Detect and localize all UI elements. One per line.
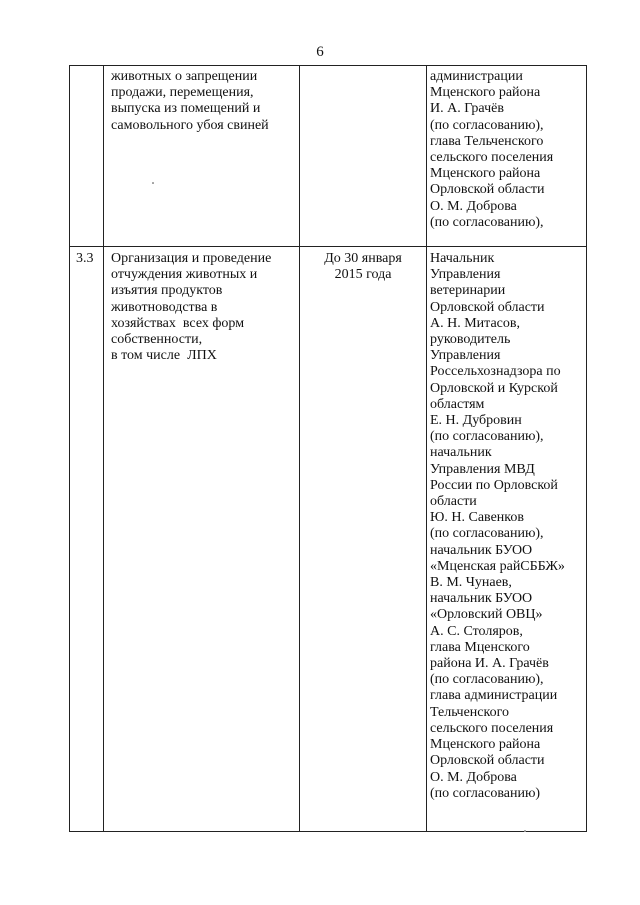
responsible-line: Ю. Н. Савенков	[430, 510, 524, 526]
event-line: отчуждения животных и	[111, 267, 258, 283]
responsible-line: глава администрации	[430, 688, 558, 704]
responsible-line: (по согласованию)	[430, 785, 541, 801]
responsible-line: ветеринарии	[430, 283, 506, 299]
event-line: Организация и проведение	[111, 251, 272, 266]
responsible-line: начальник	[430, 445, 492, 461]
responsible-line: (по согласованию),	[430, 214, 544, 230]
event-line: изъятия продуктов	[111, 283, 223, 299]
responsible-line: района И. А. Грачёв	[430, 656, 549, 672]
event-line: хозяйствах всех форм	[111, 315, 245, 331]
deadline-cell	[300, 247, 427, 832]
event-text	[104, 66, 299, 134]
table-row	[70, 66, 587, 247]
responsible-line: Мценского района	[430, 166, 541, 182]
measures-table	[69, 65, 587, 832]
event-line: животных о запрещении	[111, 69, 258, 84]
number-cell	[70, 247, 104, 832]
responsible-line: начальник БУОО	[430, 591, 533, 607]
responsible-line: глава Мценского	[430, 639, 530, 655]
responsible-line: И. А. Грачёв	[430, 101, 504, 117]
table-row	[70, 247, 587, 832]
event-line: животноводства в	[111, 299, 218, 315]
event-cell	[104, 247, 300, 832]
responsible-line: областям	[430, 396, 485, 412]
responsible-line: сельского поселения	[430, 720, 554, 736]
responsible-line: Орловской области	[430, 182, 545, 198]
responsible-line: (по согласованию),	[430, 117, 544, 133]
responsible-line: глава Тельченского	[430, 133, 544, 149]
responsible-line: О. М. Доброва	[430, 198, 517, 214]
event-line: продажи, перемещения,	[111, 85, 254, 101]
deadline-line: До 30 января	[324, 251, 402, 266]
event-line: в том числе ЛПХ	[111, 348, 217, 364]
responsible-line: В. М. Чунаев,	[430, 575, 512, 591]
responsible-line: А. С. Столяров,	[430, 623, 523, 639]
responsible-line: Россельхознадзора по	[430, 364, 561, 380]
event-cell	[104, 66, 300, 247]
responsible-line: Начальник	[430, 251, 495, 266]
responsible-line: Орловской и Курской	[430, 380, 558, 396]
responsible-line: Мценского района	[430, 737, 541, 753]
responsible-line: (по согласованию),	[430, 526, 544, 542]
deadline-line: 2015 года	[334, 267, 392, 283]
responsible-line: Мценского района	[430, 85, 541, 101]
deadline-text	[300, 247, 426, 283]
event-line: выпуска из помещений и	[111, 101, 261, 117]
event-line: собственности,	[111, 332, 203, 348]
responsible-line: Управления МВД	[430, 461, 535, 477]
responsible-cell	[427, 66, 587, 247]
responsible-line: Тельченского	[430, 704, 509, 720]
responsible-line: начальник БУОО	[430, 542, 533, 558]
page-number: 6	[316, 44, 324, 60]
number-cell	[70, 66, 104, 247]
responsible-line: руководитель	[430, 332, 511, 348]
responsible-cell	[427, 247, 587, 832]
responsible-line: сельского поселения	[430, 150, 554, 166]
scan-speck	[152, 182, 154, 184]
responsible-line: «Мценская райСББЖ»	[430, 558, 565, 574]
event-line: самовольного убоя свиней	[111, 117, 269, 133]
responsible-line: администрации	[430, 69, 523, 84]
responsible-line: Управления	[430, 348, 501, 364]
responsible-line: Управления	[430, 267, 501, 283]
deadline-cell	[300, 66, 427, 247]
event-text	[104, 247, 299, 364]
responsible-line: Е. Н. Дубровин	[430, 413, 522, 429]
responsible-text	[427, 247, 586, 802]
item-number: 3.3	[76, 251, 94, 266]
responsible-line: О. М. Доброва	[430, 769, 517, 785]
responsible-line: Орловской области	[430, 299, 545, 315]
responsible-line: России по Орловской	[430, 477, 558, 493]
responsible-line: области	[430, 494, 477, 510]
responsible-text	[427, 66, 586, 231]
responsible-line: А. Н. Митасов,	[430, 315, 520, 331]
responsible-line: (по согласованию),	[430, 429, 544, 445]
responsible-line: (по согласованию),	[430, 672, 544, 688]
scan-speck	[524, 830, 526, 832]
responsible-line: Орловской области	[430, 753, 545, 769]
responsible-line: «Орловский ОВЦ»	[430, 607, 543, 623]
